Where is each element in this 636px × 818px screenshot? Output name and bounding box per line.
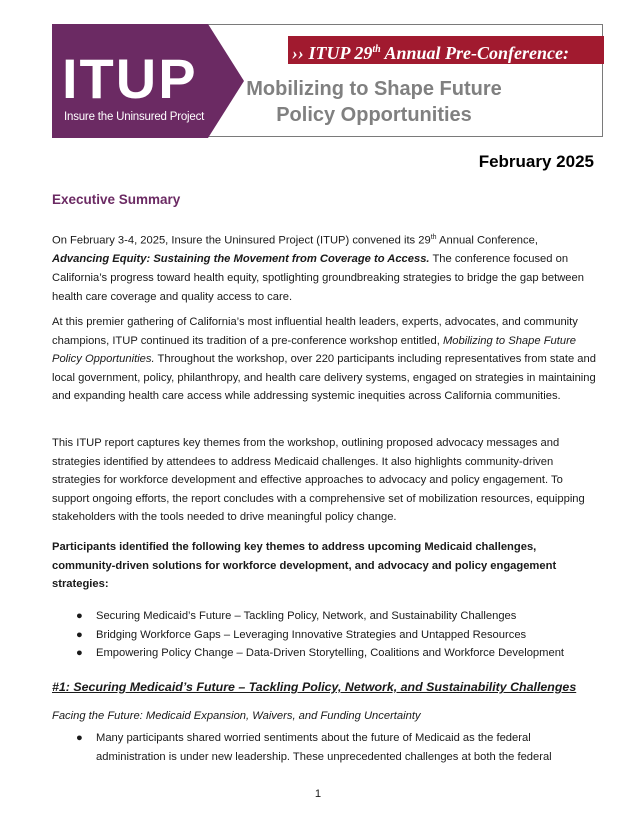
bullet-icon: ● (76, 628, 83, 641)
section-1-bullet-text: Many participants shared worried sentiments about the future of Medicaid as the federal administration is under new leadership. These unprecedented challenges at both the federal (96, 732, 552, 763)
executive-summary-heading: Executive Summary (52, 192, 181, 207)
section-1-bullet (76, 729, 596, 766)
page-number: 1 (314, 788, 322, 800)
p1-text-c: The conference focused on California’s progress toward health equity, spotlighting groundbreaking strategies to bridge the gap between health care coverage and quality access to care. (52, 253, 584, 303)
list-item (76, 607, 564, 626)
theme-text: Bridging Workforce Gaps – Leveraging Innovative Strategies and Untapped Resources (96, 628, 527, 641)
p1-superscript: th (430, 234, 437, 241)
header-banner (52, 24, 604, 138)
list-item (76, 644, 564, 663)
ribbon-prefix: ›› (292, 43, 309, 63)
report-date: February 2025 (478, 152, 594, 171)
p2-text-a: At this premier gathering of California’s most influential health leaders, experts, advocates, and community champions, ITUP continued its tradition of a pre-conference workshop entitled, (52, 316, 578, 347)
ribbon-rest: Annual Pre-Conference: (380, 43, 570, 63)
conference-title: Advancing Equity: Sustaining the Movement from Coverage to Access. (52, 253, 430, 266)
bullet-icon: ● (76, 610, 83, 622)
ribbon-superscript: th (372, 44, 381, 55)
paragraph-2 (52, 313, 596, 406)
section-1-subheading: Facing the Future: Medicaid Expansion, Waivers, and Funding Uncertainty (52, 710, 421, 722)
bullet-icon: ● (76, 732, 83, 744)
list-item (76, 626, 564, 645)
ribbon-text (292, 36, 569, 64)
ribbon-main: ITUP 29 (308, 43, 373, 63)
p1-text-b: Annual Conference, (436, 234, 538, 247)
paragraph-4: Participants identified the following key themes to address upcoming Medicaid challenges, community-driven solutions for workforce development, and advocacy and policy engagement strategies: (52, 541, 557, 591)
logo-tagline: Insure the Uninsured Project (64, 111, 205, 123)
paragraph-1 (52, 229, 596, 306)
logo-wordmark: ITUP (62, 47, 198, 110)
itup-logo (52, 24, 244, 138)
themes-list (76, 607, 564, 663)
report-title (224, 76, 524, 128)
p2-text-b: Throughout the workshop, over 220 participants including representatives from state and local government, policy, philanthropy, and health care delivery systems, engaged on strategies in maintaining and expanding health care access while addressing systemic inequities across California communities. (52, 353, 596, 403)
section-1-heading: #1: Securing Medicaid’s Future – Tackling Policy, Network, and Sustainability Challenges (52, 680, 577, 694)
bullet-icon: ● (76, 647, 83, 660)
report-title-line2: Policy Opportunities (276, 104, 472, 126)
conference-ribbon (288, 36, 604, 64)
paragraph-3: This ITUP report captures key themes from the workshop, outlining proposed advocacy messages and strategies identified by attendees to address Medicaid challenges. It also highlights community-driven strategies for workforce development and effective approaches to advocacy and policy engagement. To support ongoing efforts, the report concludes with a comprehensive set of mobilization resources, equipping stakeholders with the tools needed to drive meaningful policy change. (52, 437, 585, 524)
theme-text: Securing Medicaid’s Future – Tackling Policy, Network, and Sustainability Challenges (96, 610, 517, 622)
theme-text: Empowering Policy Change – Data-Driven Storytelling, Coalitions and Workforce Development (96, 647, 565, 660)
p1-text-a: On February 3-4, 2025, Insure the Uninsured Project (ITUP) convened its 29 (52, 234, 431, 247)
report-title-line1: Mobilizing to Shape Future (246, 78, 502, 100)
workshop-title: Mobilizing to Shape Future Policy Opportunities. (52, 334, 577, 366)
